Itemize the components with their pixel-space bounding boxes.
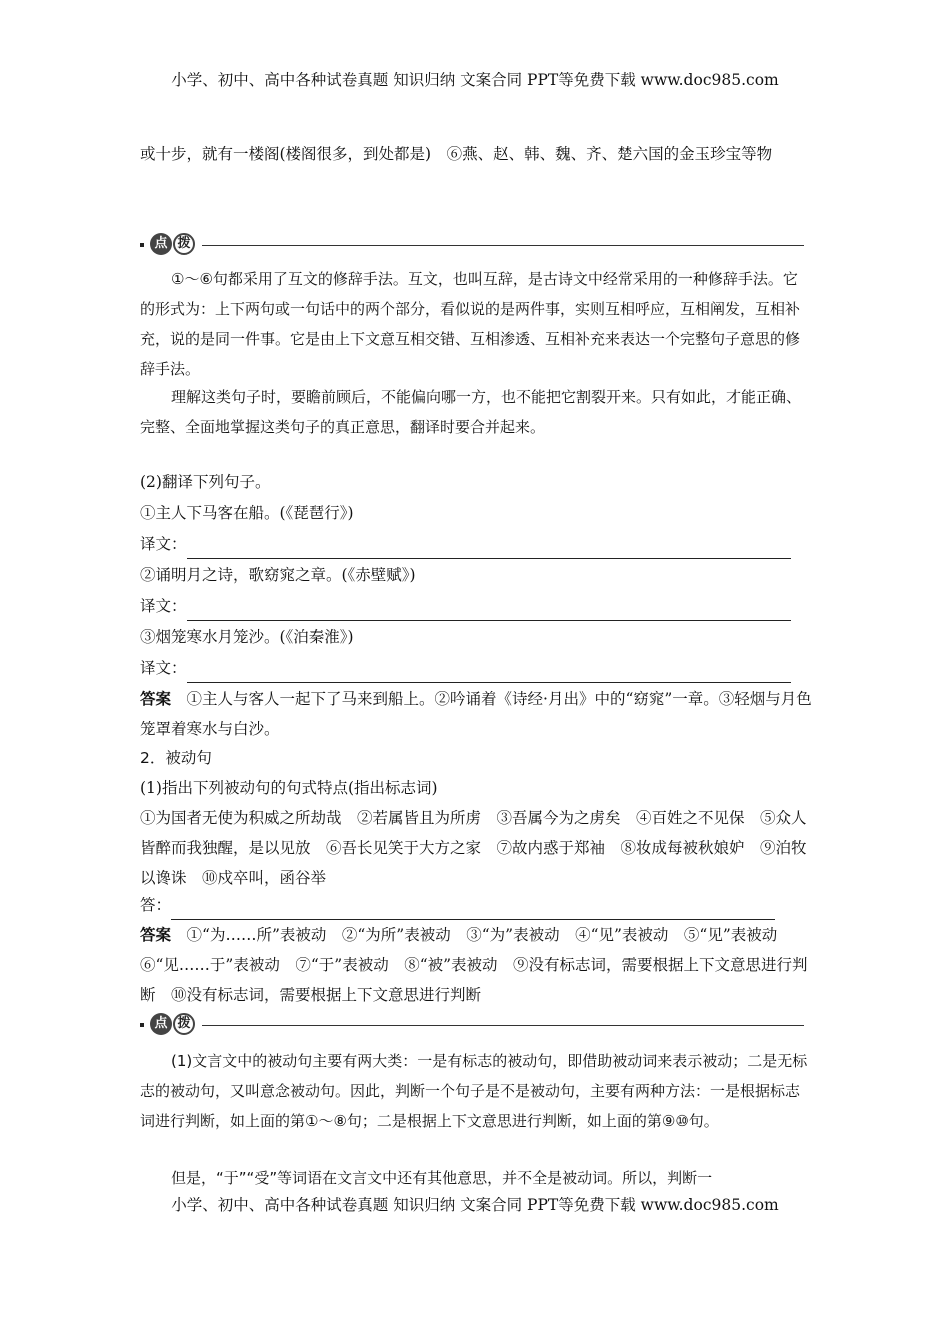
question-2-sentence-1: ①主人下马客在船。(《琵琶行》) [140, 504, 354, 522]
tip1-paragraph-1: ①～⑥句都采用了互文的修辞手法。互文，也叫互辞，是古诗文中经常采用的一种修辞手法。它的形式为：上下两句或一句话中的两个部分，看似说的是两件事，实则互相呼应，互相阐发，互相补充，说的是同一件事。它是由上下文意互相交错、互相渗透、互相补充来表达一个完整句子意思的修辞手法。 [140, 270, 801, 378]
translation-label: 译文： [140, 659, 187, 677]
translation-label: 译文： [140, 597, 187, 615]
section-2-items: ①为国者无使为积威之所劫哉 ②若属皆且为所虏 ③吾属今为之虏矣 ④百姓之不见保 ⑤众人皆醉而我独醒，是以见放 ⑥吾长见笑于大方之家 ⑦故内惑于郑袖 ⑧妆成每被秋娘妒 ⑨泊牧以谗诛 ⑩戍卒叫，函谷举 [140, 809, 807, 887]
answer-label: 答案 [140, 926, 172, 944]
page-footer: 小学、初中、高中各种试卷真题 知识归纳 文案合同 PPT等免费下载 www.doc985.com [171, 1196, 779, 1214]
tip-badge-char2: 拨 [173, 1013, 195, 1035]
question-2-sentence-3: ③烟笼寒水月笼沙。(《泊秦淮》) [140, 628, 354, 646]
tip2-paragraph-1: (1)文言文中的被动句主要有两大类：一是有标志的被动句，即借助被动词来表示被动；二是无标志的被动句，又叫意念被动句。因此，判断一个句子是不是被动句，主要有两种方法：一是根据标志词进行判断，如上面的第①～⑧句；二是根据上下文意思进行判断，如上面的第⑨⑩句。 [140, 1052, 808, 1130]
page-header: 小学、初中、高中各种试卷真题 知识归纳 文案合同 PPT等免费下载 www.doc985.com [171, 71, 779, 89]
tip-badge-char2: 拨 [173, 233, 195, 255]
question-2-title: (2)翻译下列句子。 [140, 473, 271, 491]
translation-row-3 [140, 653, 812, 683]
bullet-dot-icon [140, 243, 144, 247]
answer-2 [140, 920, 812, 1010]
translation-blank-3[interactable] [187, 662, 791, 683]
translation-row-1 [140, 529, 812, 559]
translation-blank-2[interactable] [187, 600, 791, 621]
answer-blank[interactable] [171, 899, 775, 920]
divider-line [202, 245, 804, 246]
answer-1 [140, 684, 812, 744]
intro-paragraph: 或十步，就有一楼阁(楼阁很多，到处都是) ⑥燕、赵、韩、魏、齐、楚六国的金玉珍宝等物 [140, 145, 773, 163]
divider-line [202, 1025, 804, 1026]
tip-badge-char1: 点 [150, 1013, 172, 1035]
section-2-subtitle: (1)指出下列被动句的句式特点(指出标志词) [140, 779, 438, 797]
answer-label: 答案 [140, 690, 172, 708]
tip-divider-2 [140, 1010, 804, 1040]
answer-text: ①主人与客人一起下了马来到船上。②吟诵着《诗经·月出》中的“窈窕”一章。③轻烟与月色笼罩着寒水与白沙。 [140, 690, 812, 738]
answer-text: ①“为……所”表被动 ②“为所”表被动 ③“为”表被动 ④“见”表被动 ⑤“见”表被动 ⑥“见……于”表被动 ⑦“于”表被动 ⑧“被”表被动 ⑨没有标志词，需要根据上下文意思进行判断 ⑩没有标志词，需要根据上下文意思进行判断 [140, 926, 808, 1004]
translation-blank-1[interactable] [187, 538, 791, 559]
bullet-dot-icon [140, 1023, 144, 1027]
answer-prompt-row [140, 890, 812, 920]
section-2-title: 2．被动句 [140, 749, 212, 767]
tip-badge-char1: 点 [150, 233, 172, 255]
tip-divider-1 [140, 230, 804, 260]
answer-prompt-label: 答： [140, 896, 172, 914]
translation-label: 译文： [140, 535, 187, 553]
translation-row-2 [140, 591, 812, 621]
tip2-paragraph-2: 但是，“于”“受”等词语在文言文中还有其他意思，并不全是被动词。所以，判断一 [171, 1169, 713, 1187]
tip1-paragraph-2: 理解这类句子时，要瞻前顾后，不能偏向哪一方，也不能把它割裂开来。只有如此，才能正确、完整、全面地掌握这类句子的真正意思，翻译时要合并起来。 [140, 388, 802, 436]
question-2-sentence-2: ②诵明月之诗，歌窈窕之章。(《赤壁赋》) [140, 566, 416, 584]
